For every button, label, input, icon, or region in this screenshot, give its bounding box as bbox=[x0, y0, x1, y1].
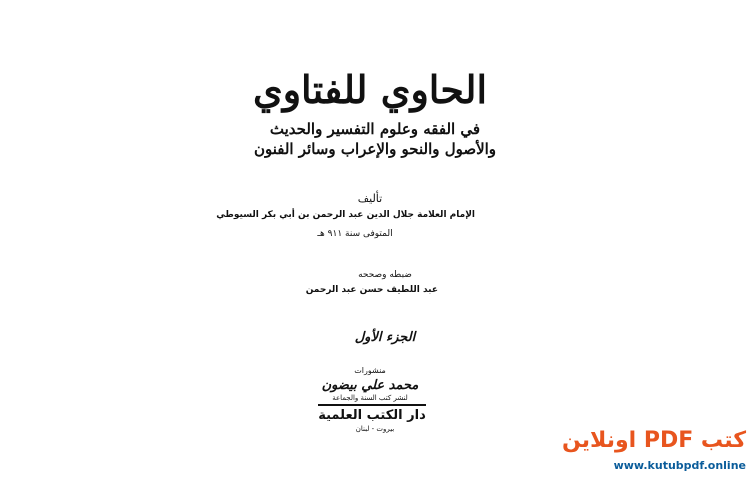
publisher-divider bbox=[318, 404, 426, 406]
publisher-name: محمد علي بيضون bbox=[321, 378, 419, 393]
book-subtitle-line2: والأصول والنحو والإعراب وسائر الفنون bbox=[253, 140, 497, 158]
publisher-intro: منشورات bbox=[354, 366, 386, 375]
watermark-logo: كتب PDF اونلاين bbox=[561, 428, 746, 453]
publisher-city: بيروت - لبنان bbox=[355, 425, 395, 433]
volume-label: الجزء الأول bbox=[354, 330, 416, 345]
edited-label: ضبطه وصححه bbox=[358, 270, 412, 280]
author-death-note: المتوفى سنة ٩١١ هـ bbox=[317, 229, 393, 239]
book-title: الحاوي للفتاوي bbox=[252, 67, 488, 112]
editor-name: عبد اللطيف حسن عبد الرحمن bbox=[305, 285, 438, 295]
watermark-url: www.kutubpdf.online bbox=[613, 459, 746, 472]
publisher-subtitle: لنشر كتب السنة والجماعة bbox=[332, 394, 408, 402]
authored-label: تأليف bbox=[357, 192, 383, 205]
author-name: الإمام العلامة جلال الدين عبد الرحمن بن أبي بكر السيوطي bbox=[216, 210, 475, 220]
book-subtitle-line1: في الفقه وعلوم التفسير والحديث bbox=[269, 120, 481, 138]
publishing-house: دار الكتب العلمية bbox=[318, 408, 426, 423]
